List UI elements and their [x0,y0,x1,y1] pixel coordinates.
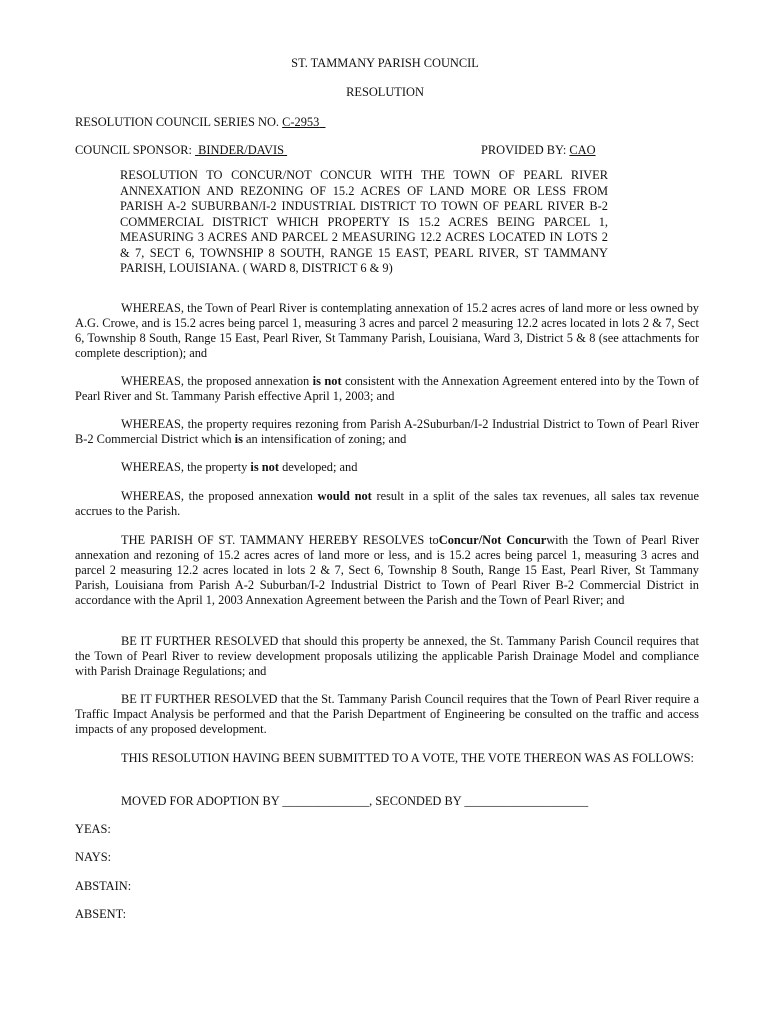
seconded-label: , SECONDED BY [369,794,462,808]
series-number: C-2953 [282,115,320,129]
whereas-paragraph-1: WHEREAS, the Town of Pearl River is contemplating annexation of 15.2 acres acres of land more or less owned by A.G. Crowe, and is 15.2 acres being parcel 1, measuring 3 acres and parcel 2 measuring 12.2 acres located in lots 2 & 7, Sect 6, Township 8 South, Range 15 East, Pearl River, St Tammany Parish, Louisiana, Ward 3, District 5 & 8 (see attachments for complete description); and [75,301,699,360]
whereas-paragraph-2: WHEREAS, the proposed annexation is not consistent with the Annexation Agreement entered into by the Town of Pearl River and St. Tammany Parish effective April 1, 2003; and [75,374,699,403]
series-line [75,115,325,130]
document-type-heading: RESOLUTION [346,85,424,99]
seconded-blank: ____________________ [464,794,589,808]
moved-label: MOVED FOR ADOPTION BY [121,794,280,808]
absent-label: ABSENT: [75,907,127,921]
sponsor-line [75,143,287,158]
yeas-label: YEAS: [75,822,111,836]
moved-blank: ______________ [282,794,370,808]
abstain-label: ABSTAIN: [75,879,132,893]
council-heading: ST. TAMMANY PARISH COUNCIL [291,56,479,70]
further-resolved-paragraph-2: BE IT FURTHER RESOLVED that the St. Tammany Parish Council requires that the Town of Pearl River require a Traffic Impact Analysis be performed and that the Parish Department of Engineering be consulted on the traffic and access impacts of any proposed development. [75,692,699,736]
whereas-paragraph-4: WHEREAS, the property is not developed; and [121,460,358,474]
resolves-paragraph: THE PARISH OF ST. TAMMANY HEREBY RESOLVES toConcur/Not Concurwith the Town of Pearl River annexation and rezoning of 15.2 acres acres of land more or less, and is 15.2 acres being parcel 1, measuring 3 acres and parcel 2 measuring 12.2 acres located in lots 2 & 7, Sect 6, Township 8 South, Range 15 East, Pearl River, St Tammany Parish, Louisiana from Parish A-2 Suburban/I-2 Industrial District to Town of Pearl River B-2 Commercial District in accordance with the April 1, 2003 Annexation Agreement between the Parish and the Town of Pearl River; and [75,533,699,607]
further-resolved-paragraph-1: BE IT FURTHER RESOLVED that should this property be annexed, the St. Tammany Parish Council requires that the Town of Pearl River to review development proposals utilizing the applicable Parish Drainage Model and compliance with Parish Drainage Regulations; and [75,634,699,678]
vote-intro-paragraph: THIS RESOLUTION HAVING BEEN SUBMITTED TO A VOTE, THE VOTE THEREON WAS AS FOLLOWS: [121,751,694,765]
whereas-paragraph-3: WHEREAS, the property requires rezoning from Parish A-2Suburban/I-2 Industrial District to Town of Pearl River B-2 Commercial District which is an intensification of zoning; and [75,417,699,446]
provided-label: PROVIDED BY: [481,143,567,157]
sponsor-label: COUNCIL SPONSOR: [75,143,192,157]
provided-line [481,143,596,158]
whereas-paragraph-5: WHEREAS, the proposed annexation would not result in a split of the sales tax revenues, all sales tax revenue accrues to the Parish. [75,489,699,518]
resolution-title: RESOLUTION TO CONCUR/NOT CONCUR WITH THE TOWN OF PEARL RIVER ANNEXATION AND REZONING OF 15.2 ACRES OF LAND MORE OR LESS FROM PARISH A-2 SUBURBAN/I-2 INDUSTRIAL DISTRICT TO TOWN OF PEARL RIVER B-2 COMMERCIAL DISTRICT WHICH PROPERTY IS 15.2 ACRES BEING PARCEL 1, MEASURING 3 ACRES AND PARCEL 2 MEASURING 12.2 ACRES LOCATED IN LOTS 2 & 7, SECT 6, TOWNSHIP 8 SOUTH, RANGE 15 EAST, PEARL RIVER, ST TAMMANY PARISH, LOUISIANA. ( WARD 8, DISTRICT 6 & 9) [120,168,608,275]
series-label: RESOLUTION COUNCIL SERIES NO. [75,115,279,129]
provided-value: CAO [569,143,596,157]
sponsor-value: BINDER/DAVIS [198,143,284,157]
nays-label: NAYS: [75,850,112,864]
moved-seconded-line [121,794,588,809]
